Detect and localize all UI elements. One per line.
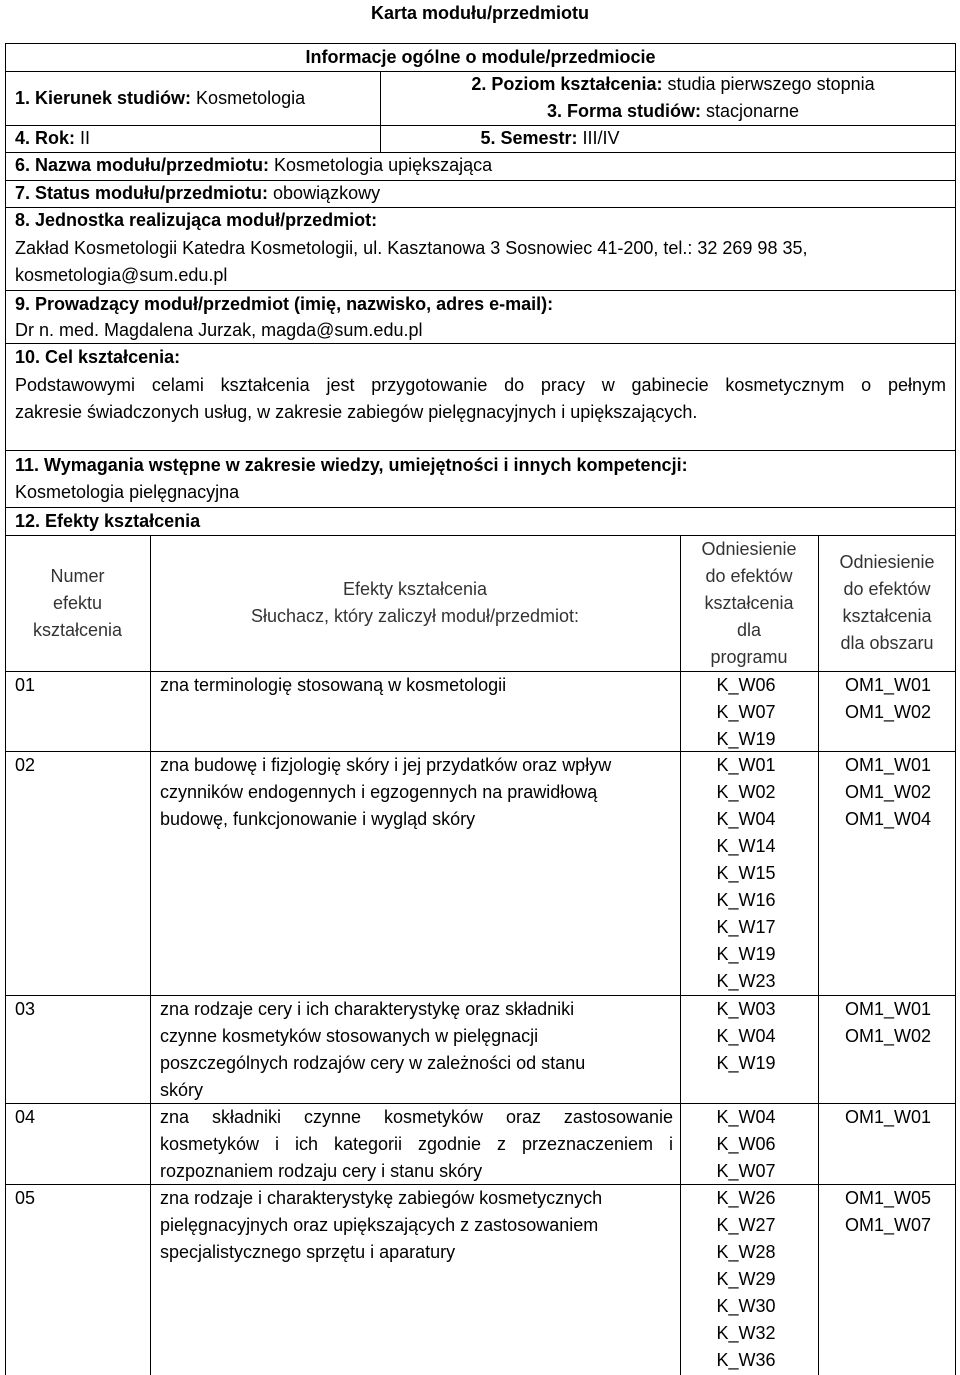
program-code: K_W14 — [716, 836, 776, 856]
effect-description-line: specjalistycznego sprzętu i aparatury — [160, 1242, 456, 1262]
page-title: Karta modułu/przedmiotu — [370, 3, 589, 23]
program-code: K_W23 — [716, 971, 776, 991]
header-line: Słuchacz, który zaliczył moduł/przedmiot: — [250, 606, 580, 626]
program-code: K_W04 — [716, 1107, 776, 1127]
area-code: OM1_W02 — [844, 782, 932, 802]
field-kierunek — [15, 85, 305, 112]
effect-number: 05 — [15, 1188, 36, 1208]
field-cel-line: Podstawowymi celami kształcenia jest przygotowanie do pracy w gabinecie kosmetycznym o pełnym — [15, 375, 946, 395]
field-label: 5. Semestr: — [480, 128, 578, 148]
area-code: OM1_W01 — [844, 755, 932, 775]
divider — [380, 125, 381, 152]
field-label: 2. Poziom kształcenia: — [471, 74, 663, 94]
field-poziom — [390, 71, 956, 98]
table-column-divider — [150, 535, 151, 1375]
field-label: 1. Kierunek studiów: — [15, 88, 192, 108]
program-reference — [680, 752, 812, 995]
effect-description-line: czynne kosmetyków stosowanych w pielęgnacji — [160, 1026, 539, 1046]
effect-description — [160, 672, 673, 699]
effect-description — [160, 996, 673, 1104]
field-status — [15, 180, 380, 207]
program-code: K_W36 — [716, 1350, 776, 1370]
field-prowadzacy-label: 9. Prowadzący moduł/przedmiot (imię, nazwisko, adres e-mail): — [15, 294, 554, 314]
program-reference — [680, 1104, 812, 1185]
effect-description-line: pielęgnacyjnych oraz upiększających z zastosowaniem — [160, 1215, 599, 1235]
area-reference — [820, 1104, 956, 1131]
header-line: kształcenia — [842, 606, 932, 626]
effect-description-line: budowę, funkcjonowanie i wygląd skóry — [160, 809, 476, 829]
area-reference — [820, 1185, 956, 1239]
area-reference — [820, 996, 956, 1050]
effect-description — [160, 1185, 673, 1266]
field-cel-label: 10. Cel kształcenia: — [15, 347, 181, 367]
program-code: K_W01 — [716, 755, 776, 775]
table-column-divider — [818, 535, 819, 1375]
effect-description-line: zna rodzaje i charakterystykę zabiegów kosmetycznych — [160, 1188, 603, 1208]
area-code: OM1_W02 — [844, 702, 932, 722]
effect-number: 03 — [15, 999, 36, 1019]
program-code: K_W02 — [716, 782, 776, 802]
header-line: do efektów — [705, 566, 793, 586]
program-code: K_W16 — [716, 890, 776, 910]
field-value: II — [80, 128, 91, 148]
header-line: Numer — [50, 566, 105, 586]
effect-description-line: czynników endogennych i egzogennych na prawidłową — [160, 782, 598, 802]
program-code: K_W04 — [716, 809, 776, 829]
area-reference — [820, 752, 956, 833]
field-label: 3. Forma studiów: — [546, 101, 701, 121]
header-line: dla — [736, 620, 762, 640]
effect-number: 01 — [15, 675, 36, 695]
header-line: Odniesienie — [701, 539, 797, 559]
header-line: programu — [710, 647, 788, 667]
divider — [380, 71, 381, 125]
header-line: Odniesienie — [839, 552, 935, 572]
program-code: K_W27 — [716, 1215, 776, 1235]
area-code: OM1_W05 — [844, 1188, 932, 1208]
area-code: OM1_W04 — [844, 809, 932, 829]
area-code: OM1_W07 — [844, 1215, 932, 1235]
program-reference — [680, 996, 812, 1077]
area-reference — [820, 672, 956, 726]
field-jednostka-value: Zakład Kosmetologii Katedra Kosmetologii, ul. Kasztanowa 3 Sosnowiec 41-200, tel.: 32 269 98 35, — [15, 238, 808, 258]
program-code: K_W28 — [716, 1242, 776, 1262]
field-value: obowiązkowy — [273, 183, 381, 203]
table-header-desc — [150, 576, 680, 630]
field-label: 4. Rok: — [15, 128, 76, 148]
field-jednostka-email: kosmetologia@sum.edu.pl — [15, 265, 228, 285]
field-wymagania-label: 11. Wymagania wstępne w zakresie wiedzy, umiejętności i innych kompetencji: — [15, 455, 688, 475]
program-code: K_W17 — [716, 917, 776, 937]
program-code: K_W19 — [716, 1053, 776, 1073]
effect-description-line: zna budowę i fizjologię skóry i jej przydatków oraz wpływ — [160, 755, 612, 775]
field-prowadzacy-value: Dr n. med. Magdalena Jurzak, magda@sum.edu.pl — [15, 320, 423, 340]
program-code: K_W07 — [716, 702, 776, 722]
program-reference — [680, 672, 812, 753]
effect-description-line: rozpoznaniem rodzaju cery i stanu skóry — [160, 1161, 483, 1181]
field-value: Kosmetologia — [196, 88, 306, 108]
field-label: 6. Nazwa modułu/przedmiotu: — [15, 155, 270, 175]
field-label: 7. Status modułu/przedmiotu: — [15, 183, 269, 203]
effect-description-line: zna terminologię stosowaną w kosmetologii — [160, 675, 507, 695]
program-code: K_W19 — [716, 729, 776, 749]
header-line: kształcenia — [32, 620, 123, 640]
header-line: kształcenia — [704, 593, 794, 613]
field-cel-line: zakresie świadczonych usług, w zakresie zabiegów pielęgnacyjnych i upiększających. — [15, 402, 698, 422]
area-code: OM1_W01 — [844, 675, 932, 695]
program-code: K_W26 — [716, 1188, 776, 1208]
field-value: III/IV — [582, 128, 620, 148]
program-code: K_W19 — [716, 944, 776, 964]
area-code: OM1_W01 — [844, 999, 932, 1019]
table-header-area — [818, 549, 956, 657]
program-code: K_W03 — [716, 999, 776, 1019]
effect-description-line: zna składniki czynne kosmetyków oraz zastosowanie — [160, 1107, 673, 1127]
effect-number: 04 — [15, 1107, 36, 1127]
field-efekty-label: 12. Efekty kształcenia — [15, 511, 201, 531]
effect-description-line: kosmetyków i ich kategorii zgodnie z przeznaczeniem i — [160, 1134, 673, 1154]
header-line: do efektów — [843, 579, 931, 599]
field-value: stacjonarne — [705, 101, 800, 121]
field-value: Kosmetologia upiększająca — [274, 155, 493, 175]
effect-description-line: skóry — [160, 1080, 204, 1100]
field-jednostka-label: 8. Jednostka realizująca moduł/przedmiot: — [15, 210, 378, 230]
program-code: K_W29 — [716, 1269, 776, 1289]
program-code: K_W15 — [716, 863, 776, 883]
section-header: Informacje ogólne o module/przedmiocie — [305, 47, 656, 67]
field-rok — [15, 125, 90, 152]
divider — [5, 450, 956, 451]
area-code: OM1_W02 — [844, 1026, 932, 1046]
effect-description — [160, 1104, 673, 1185]
table-header-prog — [680, 536, 818, 671]
program-code: K_W30 — [716, 1296, 776, 1316]
effect-description-line: poszczególnych rodzajów cery w zależności od stanu — [160, 1053, 586, 1073]
header-line: efektu — [52, 593, 103, 613]
field-value: studia pierwszego stopnia — [667, 74, 875, 94]
program-code: K_W04 — [716, 1026, 776, 1046]
table-header-num — [5, 563, 150, 644]
program-reference — [680, 1185, 812, 1374]
field-nazwa — [15, 152, 492, 179]
effect-description — [160, 752, 673, 833]
field-semestr — [390, 125, 710, 152]
program-code: K_W32 — [716, 1323, 776, 1343]
effect-description-line: zna rodzaje cery i ich charakterystykę oraz składniki — [160, 999, 575, 1019]
effect-number: 02 — [15, 755, 36, 775]
area-code: OM1_W01 — [844, 1107, 932, 1127]
header-line: Efekty kształcenia — [342, 579, 488, 599]
program-code: K_W06 — [716, 675, 776, 695]
program-code: K_W07 — [716, 1161, 776, 1181]
field-forma — [390, 98, 956, 125]
program-code: K_W06 — [716, 1134, 776, 1154]
header-line: dla obszaru — [840, 633, 934, 653]
field-wymagania-value: Kosmetologia pielęgnacyjna — [15, 482, 240, 502]
